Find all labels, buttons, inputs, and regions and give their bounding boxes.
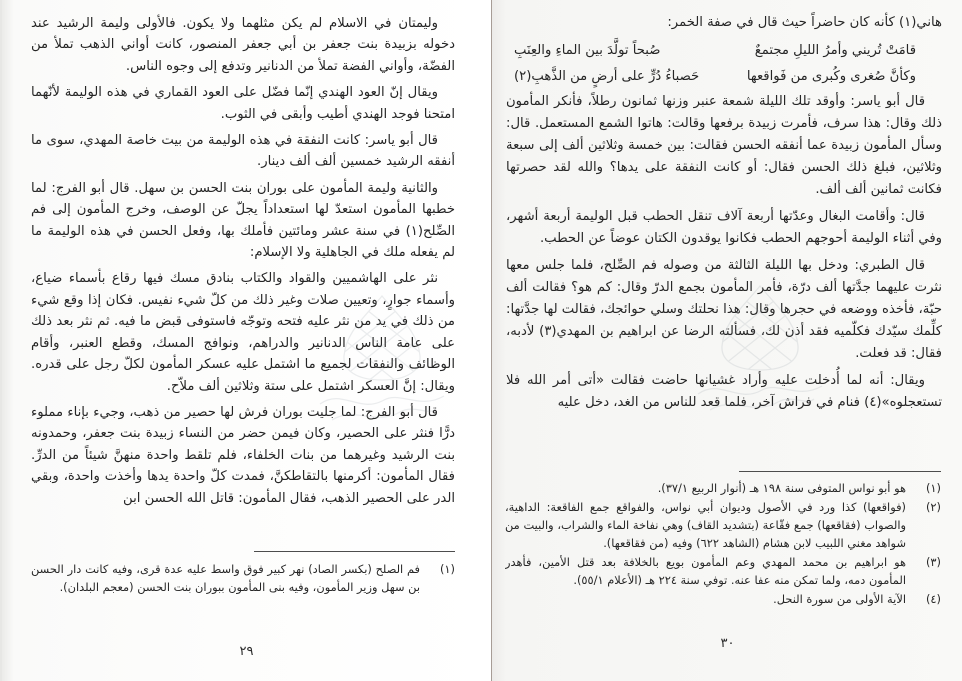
paragraph: هاني(١) كأنه كان حاضراً حيث قال في صفة الخمر:: [667, 15, 942, 30]
footnote: [505, 553, 941, 589]
page-right: [491, 0, 962, 681]
paragraph: والثانية وليمة المأمون على بوران بنت الحسن بن سهل. قال أبو الفرج: لما خطبها المأمون استعدّ لها استعداداً يجلّ عن الوصف، وخرج المأمون إلى فم الصِّلح(١) في سنة عشر ومائتين فأملك بها، وفعل الحسن في هذه الوليمة ما لم يفعله ملك في الجاهلية ولا الإسلام:: [31, 180, 455, 261]
footnote: [505, 498, 941, 552]
paragraph: قال: وأقامت البغال وعدّتها أربعة آلاف تنقل الحطب قبل الوليمة أربعة أشهر، وفي أثناء الوليمة أحوجهم الحطب فكانوا يوقدون الكتان عوضاً عن الحطب.: [506, 209, 942, 246]
hemistich-first: قامَتْ تُريني وأمرُ الليلِ مجتمعٌ: [754, 43, 916, 58]
page-right-footnotes: [505, 479, 941, 619]
footnote-text: (فواقعها) كذا ورد في الأصول وديوان أبي نواس، والفواقع جمع الفاقعة: الداهية، والصواب (فقاقعها) جمع فقّاعة (بتشديد القاف) وهي نفاخة الماء والشراب، والبيت من شواهد مغني اللبيب لابن هشام (الشاهد ٦٢٢) وفيه (من فقاقعها).: [505, 500, 906, 550]
footnote-text: هو ابراهيم بن محمد المهدي وعم المأمون بويع بالخلافة بعد قتل الأمين، فأهدر المأمون دمه، ولما تمكن منه عفا عنه. توفي سنة ٢٢٤ هـ (الأعلام ٥٥/١).: [505, 555, 906, 587]
hemistich-second: صُبحاً تولَّدَ بين الماءِ والعِنَبِ: [514, 43, 661, 58]
paragraph: ويقال إنّ العود الهندي إنّما فضّل على العود القماري في هذه الوليمة لأنّهما امتحنا فوجد الهندي أطيب وأبقى في الثوب.: [31, 85, 455, 122]
paragraph: قال أبو الفرج: لما جليت بوران فرش لها حصير من ذهب، وجيء بإناء مملوء درًّا فنثر على الحصير، وكان فيمن حضر من النساء زبيدة بنت جعفر، وحمدونه بنت الرشيد وغيرهما من بنات الخلفاء، فلم تلقط واحدة منهنَّ شيئاً من الدرِّ. فقال المأمون: أكرمنها بالتقاطكنَّ، فمدت كلّ واحدة يدها وأخذت واحدة، وبقي الدر على الحصير الذهب، فقال المأمون: قاتل الله الحسن ابن: [31, 404, 455, 506]
page-left: [2, 0, 491, 681]
footnote-marker: (٤): [925, 592, 941, 606]
page-left-footnotes: [31, 560, 455, 632]
page-left-body-text: [31, 13, 455, 547]
footnote-text: هو أبو نواس المتوفى سنة ١٩٨ هـ (أنوار الربيع ٣٧/١).: [657, 481, 906, 495]
paragraph: قال أبو ياسر: وأوقد تلك الليلة شمعة عنبر وزنها ثمانون رطلاً، فأنكر المأمون ذلك وقال: هذا سرف، فأمرت زبيدة برفعها وقالت: هاتوا الشمع المستعمل. قال: وسأل المأمون زبيدة عما أنفقه الحسن فقالت: بين خمسة وثلاثين ألف إلى سبعة وثلاثين، فبلغ ذلك الحسن فقال: أو كانت النفقة على يدها؟ والله لقد حصرتها فكانت ثمانين ألف ألف.: [506, 94, 942, 197]
page-right-body-text: [506, 12, 942, 468]
footnote: [31, 560, 455, 596]
footnote-marker: (٣): [925, 555, 941, 569]
paragraph: نثر على الهاشميين والقواد والكتاب بنادق مسك فيها رقاع بأسماء ضياع، وأسماء جوارٍ، وتعيين صلات وغير ذلك من كلّ شيء نفيس. فكان إذا وقع شيء من ذلك في يد من نثر عليه فتحه وتوجّه فاستوفى قبض ما فيه. ثم نثر بعد ذلك على عامة الناس الدنانير والدراهم، ونوافج المسك، وقطع العنبر، وأقام الوظائف والنفقات لجميع ما اشتمل عليه عسكر المأمون لكلّ رجل على قدره. ويقال: إنَّ العسكر اشتمل على ستة وثلاثين ألف ملاّح.: [31, 271, 455, 394]
footnote-separator: [739, 471, 941, 472]
poetry-verse: [506, 39, 942, 63]
paragraph: قال الطبري: ودخل بها الليلة الثالثة من وصوله فم الصِّلح، فلما جلس معها نثرت عليهما جدَّتها ألف درّة، فأمر المأمون بجمع الدرّ وقال: كم هو؟ فقالت ألف حبّة، فأخذه ووضعه في حجرها وقال: هذا نحلتك وسلي حوائجك، فقالت لها جدَّتها: كلِّمك سيّدك فكلّميه فقد أذن لك، فسألته الرضا عن ابراهيم بن المهدي(٣) لأدبه، فقال: قد فعلت.: [506, 258, 942, 361]
hemistich-second: حَصباءُ دُرٍّ على أرضٍ من الذَّهبِ(٢): [514, 69, 700, 84]
footnote-marker: (١): [925, 481, 941, 495]
footnote-marker: (٢): [925, 500, 941, 514]
poetry-verse: [506, 65, 942, 89]
page-number: ٣٠: [720, 636, 735, 651]
hemistich-first: وكأنَّ صُغرى وكُبرى من فَواقعها: [746, 69, 916, 84]
paragraph: قال أبو ياسر: كانت النفقة في هذه الوليمة من بيت خاصة المهدي، سوى ما أنفقه الرشيد خمسين ألف ألف دينار.: [31, 133, 455, 170]
footnote-separator: [254, 551, 455, 552]
paragraph: وليمتان في الاسلام لم يكن مثلهما ولا يكون. فالأولى وليمة الرشيد عند دخوله بزبيدة بنت جعفر بن أبي جعفر المنصور، كانت أواني الذهب تملأ من الفضّة، وأواني الفضة تملأ من الدنانير وتدفع إلى وجوه الناس.: [31, 16, 455, 74]
footnote: [505, 590, 941, 608]
footnote-text: فم الصلح (بكسر الصاد) نهر كبير فوق واسط عليه عدة قرى، وفيه كانت دار الحسن بن سهل وزير المأمون، وفيه بنى المأمون ببوران بنت الحسن (معجم البلدان).: [31, 562, 420, 594]
page-number: ٢٩: [239, 644, 254, 659]
footnote: [505, 479, 941, 497]
paragraph: ويقال: أنه لما أُدخلت عليه وأراد غشيانها حاضت فقالت «أتى أمر الله فلا تستعجلوه»(٤) فنام في فراش آخر، فلما قعد للناس من الغد، دخل عليه: [506, 373, 942, 410]
footnote-marker: (١): [439, 562, 455, 576]
footnote-text: الآية الأولى من سورة النحل.: [773, 592, 906, 606]
